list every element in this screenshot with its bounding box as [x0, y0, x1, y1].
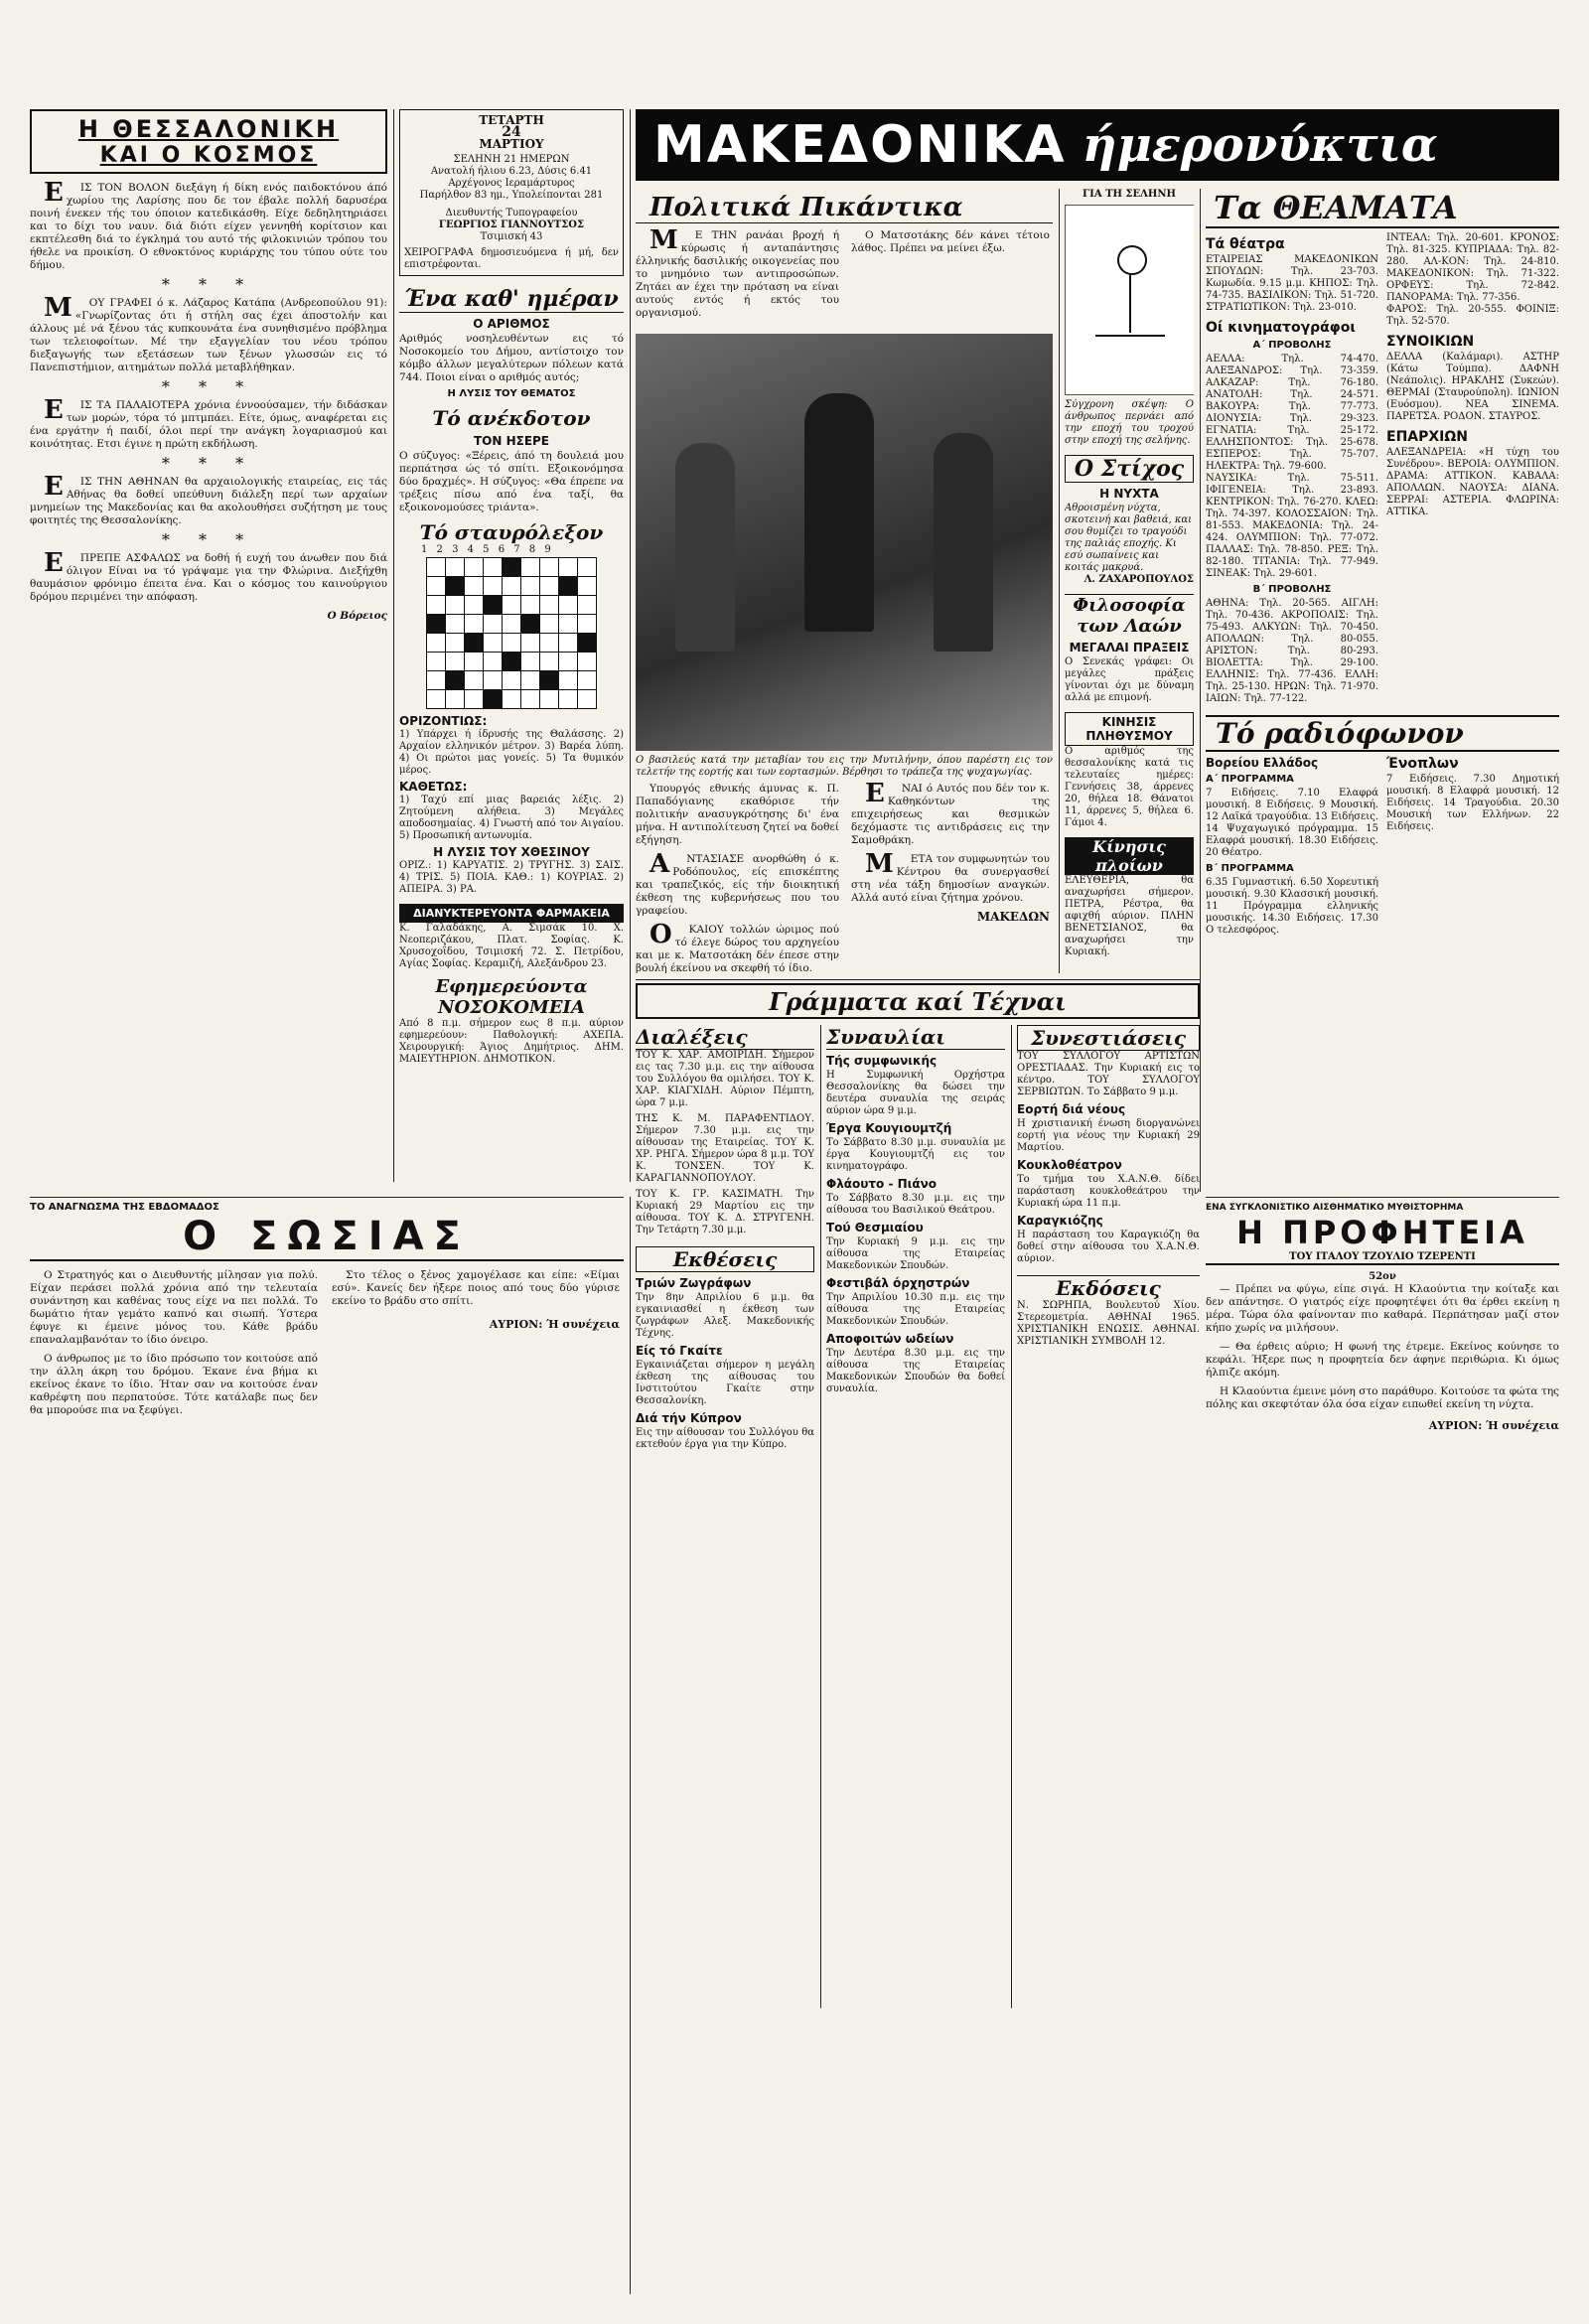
almanac-month: ΜΑΡΤΙΟΥ — [479, 137, 544, 151]
left-title-line2: ΚΑΙ Ο ΚΟΣΜΟΣ — [99, 143, 318, 168]
radio-text-3: 7 Ειδήσεις. 7.30 Δημοτική μουσική. 8 Ελαφρά μουσική. 12 Ειδήσεις. 14 Τραγούδια. 20.30 Μουσική των Ελλήνων. 22 Ειδήσεις. — [1386, 774, 1559, 832]
moon-cartoon — [1065, 205, 1194, 395]
story-paragraph: Ο Στρατηγός και ο Διευθυντής μίλησαν για πολύ. Είχαν περάσει πολλά χρόνια από την τελευταία συνάντηση και καθένας τους είχε να πει πολλά. Το δωμάτιο ήταν γεμάτο καπνό και σιωπή. Ύστερα έφυγε κι έμεινε μόνος του. Κάθε βράδυ επαναλαμβανόταν το ίδιο όνειρο. — [30, 1269, 318, 1346]
radio-program-a: Α΄ ΠΡΟΓΡΑΜΜΑ — [1206, 774, 1294, 785]
printer-name: ΓΕΩΡΓΙΟΣ ΓΙΑΝΝΟΥΤΣΟΣ — [438, 219, 585, 230]
almanac-saints: Αρχέγονος Ιεραμάρτυρος — [448, 178, 575, 189]
provincial-title: ΕΠΑΡΧΙΩΝ — [1386, 429, 1468, 445]
theatra-text-2: ΙΝΤΕΑΛ: Τηλ. 20-601. ΚΡΟΝΟΣ: Τηλ. 81-325. ΚΥΠΡΙΑΔΑ: Τηλ. 82-280. ΑΛ-ΚΟΝ: Τηλ. 24-810. ΜΑΚΕΔΟΝΙΚΟΝ: Τηλ. 71-322. ΟΡΦΕΥΣ: Τηλ. 72-842. ΠΑΝΟΡΑΜΑ: Τηλ. 77-356. — [1386, 232, 1559, 303]
lectures-text: ΤΟΥ Κ. ΧΑΡ. ΑΜΟΙΡΙΔΗ. Σήμερον εις τας 7.30 μ.μ. εις την αίθουσα του Συλλόγου θα ομιλήσει. ΤΟΥ Κ. ΧΑΡ. ΚΙΑΓΧΙΔΗ. Αύριον Πέμπτη, ώρα 7 μ.μ. — [636, 1050, 814, 1108]
gatherings-text: ΤΟΥ ΣΥΛΛΟΓΟΥ ΑΡΤΙΣΤΩΝ ΟΡΕΣΤΙΑΔΑΣ. Την Κυριακή εις το κέντρο. ΤΟΥ ΣΥΛΛΟΓΟΥ ΣΕΡΒΙΩΤΩΝ. Το Σάββατο 9 μ.μ. — [1017, 1051, 1200, 1097]
stixos-sub: Η ΝΥΧΤΑ — [1099, 487, 1159, 501]
kiniseis-title: ΚΙΝΗΣΙΣ ΠΛΗΘΥΣΜΟΥ — [1065, 712, 1194, 746]
crossword-title: Τό σταυρόλεξον — [419, 520, 604, 544]
gatherings-sub: Εορτή διά νέους — [1017, 1102, 1126, 1116]
concerts-title: Συναυλίαι — [826, 1025, 1005, 1050]
column-rule — [630, 109, 631, 1182]
sosias-next: ΑΥΡΙΟΝ: Ή συνέχεια — [489, 1318, 620, 1331]
concert-sub-3: Φλάουτο - Πιάνο — [826, 1177, 938, 1191]
article-paragraph: ΜΕ ΤΗΝ ρανάαι βροχή ή κύρωσις ή ανταπάντησις έλληνικής δασιλικής οικογενείας που το μνημόνιο των αντιπροσώπων. Ζητάει αν έχει την πρόταση να είναι αυτούς εντός ή εκτός του οργανισμού. — [636, 225, 839, 319]
cinemas-text-3: ΑΘΗΝΑ: Τηλ. 20-565. ΑΙΓΛΗ: Τηλ. 70-436. ΑΚΡΟΠΟΛΙΣ: Τηλ. 75-493. ΑΛΚΥΩΝ: Τηλ. 70-450. ΑΠΟΛΛΩΝ: Τηλ. 80-055. ΑΡΙΣΤΟΝ: Τηλ. 80-293. ΒΙΟΛΕΤΤΑ: Τηλ. 29-100. ΕΛΛΗΝΙΣ: Τηλ. 77-436. ΕΛΛΗ: Τηλ. 25-130. ΗΡΩΝ: Τηλ. 71-970. ΙΑΙΩΝ: Τηλ. 77-122. — [1206, 598, 1378, 704]
profiteia-title: Η ΠΡΟΦΗΤΕΙΑ — [1236, 1214, 1528, 1251]
left-column — [30, 109, 387, 1192]
left-title-box — [30, 109, 387, 174]
column-rule — [1200, 189, 1201, 1192]
article-paragraph: Υπουργός εθνικής άμυνας κ. Π. Παπαδόγιανης εκαθόρισε τήν πολιτικήν ανασυγκρότησης δι' ένα μήνα. Η αντιπολίτευση ζητεί να δοθεί εξήγηση. — [636, 783, 839, 846]
separator: * * * — [161, 454, 256, 473]
column-rule — [630, 1197, 631, 2294]
radio-program-b: Β΄ ΠΡΟΓΡΑΜΜΑ — [1206, 863, 1294, 874]
pharmacy-title: ΔΙΑΝΥΚΤΕΡΕΥΟΝΤΑ ΦΑΡΜΑΚΕΙΑ — [399, 904, 624, 923]
moon-caption: ΓΙΑ ΤΗ ΣΕΛΗΝΗ — [1083, 189, 1176, 200]
lectures-title: Διαλέξεις — [636, 1025, 814, 1050]
stixos-author: Λ. ΖΑΧΑΡΟΠΟΥΛΟΣ — [1083, 574, 1194, 585]
concert-text-6: Την Δευτέρα 8.30 μ.μ. εις την αίθουσα της Εταιρείας Μακεδονικών Σπουδών θα δοθεί συναυλία. — [826, 1348, 1005, 1394]
crossword-v-clues: 1) Ταχύ επί μιας βαρειάς λέξις. 2) Ζητούμενη αλήθεια. 3) Μεγάλες αποδοσημαίας. 4) Γνωστή από τον Αιγαίου. 5) Προσωπική αντωνυμία. — [399, 795, 624, 841]
anecdote-text: Ο σύζυγος: «Ξέρεις, άπό τη δουλειά μου περπάτησα ώς τό σπίτι. Εξοικονόμησα δύο δραχμές». Η σύζυγος: «Θα έπρεπε να τρέξεις πίσω από ένα ταξί, θα εξοικονομούσες τριάντα». — [399, 450, 624, 513]
crossword-grid — [426, 557, 597, 709]
column-rule — [393, 109, 394, 1182]
concert-text-5: Την Απριλίου 10.30 π.μ. εις την αίθουσα της Εταιρείας Μακεδονικών Σπουδών. — [826, 1292, 1005, 1327]
profiteia-author: ΤΟΥ ΙΤΑΛΟΥ ΤΖΟΥΛΙΟ ΤΖΕΡΕΝΤΙ — [1206, 1251, 1559, 1265]
stixos-title: Ο Στίχος — [1065, 455, 1194, 483]
moon-text: Σύγχρονη σκέψη: Ο άνθρωπος περνάει από την εποχή του τροχού στην εποχή της σελήνης. — [1065, 399, 1194, 446]
sosias-title: Ο ΣΩΣΙΑΣ — [30, 1214, 624, 1261]
concert-sub-2: Έργα Κουγιουμτζή — [826, 1121, 952, 1135]
arts-column-2 — [826, 1025, 1005, 2008]
gatherings-text-4: Η παράσταση του Καραγκιόζη θα δοθεί στην αίθουσα του Χ.Α.Ν.Θ. αύριον. — [1017, 1230, 1200, 1264]
stixos-text: Αθροισμένη νύχτα, σκοτεινή και βαθειά, και σου θυμίζει το τραγούδι της παλιάς εποχής. Κι εσύ σωπαίνεις και κοιτάς μακρυά. — [1065, 503, 1193, 573]
article-paragraph: ΑΝΤΑΣΙΑΣΕ ανορθώθη ό κ. Ροδόπουλος, είς επισκέπτης και τραπεζικός, είς τήν διοικητική έκθεση της κυβερνήσεως που του γραφείου. — [636, 849, 839, 917]
theatra-text-3: ΦΑΡΟΣ: Τηλ. 20-555. ΦΟΙΝΙΞ: Τηλ. 52-570. — [1386, 304, 1559, 327]
cinemas-title: Οί κινηματογράφοι — [1206, 320, 1356, 336]
article-paragraph: ΕΙΣ ΤΗΝ ΑΘΗΝΑΝ θα αρχαιολογικής εταιρείας, εις τάς Αθήνας θα δοθεί υπεύθυνη διάλεξη περί των αρχαίων μνημείων της Μακεδονίας και θα ακολουθήσει συζήτηση με τους φοιτητές της Θεσσαλονίκης. — [30, 472, 387, 526]
hospital-text: Από 8 π.μ. σήμερον εως 8 π.μ. αύριον εφημερεύουν: Παθολογική: ΑΧΕΠΑ. Χειρουργική: Άγιος Δημήτριος. ΔΗΜ. ΜΑΙΕΥΤΗΡΙΟΝ. ΔΗΜΟΤΙΚΟΝ. — [399, 1018, 624, 1065]
almanac-box — [399, 109, 624, 276]
profiteia-section — [1206, 1202, 1559, 2294]
concert-sub-4: Τού Θεσμιαίου — [826, 1221, 924, 1235]
section-rule — [30, 1197, 624, 1198]
almanac-elapsed: Παρήλθον 83 ημ., Υπολείπονται 281 — [419, 190, 604, 201]
crossword-h-clues: 1) Υπάρχει ή ίδρυσής της Θαλάσσης. 2) Αρχαίον ελληνικόν μέτρον. 3) Βαρέα λύπη. 4) Οι πρώτοι μας γονείς. 5) Τα θυμικόν μέρος. — [399, 729, 624, 776]
exhibition-text-2: Εγκαινιάζεται σήμερον η μεγάλη έκθεση της αίθουσας του Ινστιτούτου Γκαίτε στην Θεσσαλονίκη. — [636, 1360, 814, 1406]
lectures-text-3: ΤΟΥ Κ. ΓΡ. ΚΑΣΙΜΑΤΗ. Την Κυριακή 29 Μαρτίου εις την αίθουσα. ΤΟΥ Κ. Δ. ΣΤΡΥΓΕΝΗ. Την Τετάρτη 7.30 μ.μ. — [636, 1189, 814, 1235]
exhibition-sub: Τριών Ζωγράφων — [636, 1276, 752, 1290]
crossword-numbers: 1 2 3 4 5 6 7 8 9 — [421, 544, 554, 555]
publications-title: Εκδόσεις — [1017, 1275, 1200, 1300]
radio-text-2: 6.35 Γυμναστική. 6.50 Χορευτική μουσική. 9.30 Κλασσική μουσική. 11 Πρόγραμμα ελληνικής μουσικής. 14.30 Ειδήσεις. 17.30 Ο τελεσφόρος. — [1206, 877, 1378, 936]
story-paragraph: Ο άνθρωπος με το ίδιο πρόσωπο τον κοιτούσε από την άλλη άκρη του δρόμου. Έκανε ένα βήμα κι εκείνος έκανε το ίδιο. Ήταν σαν να κοιτούσε έναν καθρέφτη που περπατούσε. Τότε κατάλαβε πως δεν θα μπορούσε πια να ξεφύγει. — [30, 1353, 318, 1416]
grammata-banner — [636, 983, 1200, 1019]
exhibition-text-3: Εις την αίθουσαν του Συλλόγου θα εκτεθούν έργα για την Κύπρο. — [636, 1427, 814, 1450]
concert-text-4: Την Κυριακή 9 μ.μ. εις την αίθουσα της Εταιρείας Μακεδονικών Σπουδών. — [826, 1236, 1005, 1271]
separator: * * * — [161, 275, 256, 294]
ploia-title: Κίνησις πλοίων — [1065, 837, 1194, 875]
concert-sub-6: Αποφοιτών ωδείων — [826, 1332, 954, 1346]
separator: * * * — [161, 377, 256, 396]
article-paragraph: Ο Ματσοτάκης δέν κάνει τέτοιο λάθος. Πρέπει να μείνει έξω. — [851, 229, 1050, 254]
theatra-title: Τά θέατρα — [1206, 236, 1285, 252]
theamata-column — [1206, 189, 1559, 1192]
profiteia-kicker: ΕΝΑ ΣΥΓΚΛΟΝΙΣΤΙΚΟ ΑΙΣΘΗΜΑΤΙΚΟ ΜΥΘΙΣΤΟΡΗΜΑ — [1206, 1203, 1464, 1213]
manuscripts-notice: ΧΕΙΡΟΓΡΑΦΑ δημοσιευόμενα ή μή, δεν επιστρέφονται. — [404, 247, 619, 270]
exhibitions-title: Εκθέσεις — [636, 1246, 814, 1272]
theatra-text: ΕΤΑΙΡΕΙΑΣ ΜΑΚΕΔΟΝΙΚΩΝ ΣΠΟΥΔΩΝ: Τηλ. 23-703. Κωμωδία. 9.15 μ.μ. ΚΗΠΟΣ: Τηλ. 74-735. ΒΑΣΙΛΙΚΟΝ: Τηλ. 51-720. ΣΤΡΑΤΙΩΤΙΚΟΝ: Τηλ. 23-010. — [1206, 254, 1378, 313]
crossword-v-label: ΚΑΘΕΤΩΣ: — [399, 780, 468, 794]
suburban-title: ΣΥΝΟΙΚΙΩΝ — [1386, 334, 1475, 350]
pharmacy-text: Κ. Γαλαδάκης, Α. Σιμσάκ 10. Χ. Νεοπεριζάκου, Πλατ. Σοφίας. Κ. Χρυσοχοΐδου, Τσιμισκή 72. Σ. Πετρίδου, Αγίας Σοφίας. Κεραμιζή, Αλεξάνδρου 23. — [399, 923, 624, 969]
number-label: Ο ΑΡΙΘΜΟΣ — [473, 317, 550, 331]
philosophy-title: Φιλοσοφία των Λαών — [1065, 594, 1194, 637]
suburban-text: ΔΕΛΛΑ (Καλάμαρι). ΑΣΤΗΡ (Κάτω Τούμπα). ΔΑΦΝΗ (Νεάπολις). ΗΡΑΚΛΗΣ (Συκεών). ΘΕΡΜΑΙ (Σταυρούπολη). ΙΩΝΙΟΝ (Ευόσμου). ΝΕΑ ΣΙΝΕΜΑ. ΠΑΡΕΤΣΑ. ΡΟΔΟΝ. ΣΤΑΥΡΟΣ. — [1386, 352, 1559, 422]
article-paragraph: ΕΝΑΙ ό Αυτός που δέν τον κ. Καθηκόντων της επιχειρήσεως και θεσμικών δεχόμαστε τις αντιδράσεις εις την Σαμοθράκη. — [851, 779, 1050, 846]
profiteia-installment: 52ον — [1369, 1271, 1396, 1282]
column-rule — [1011, 1025, 1012, 2008]
article-paragraph: ΕΠΡΕΠΕ ΑΣΦΑΛΩΣ να δοθή ή ευχή του άνωθεν που διά όλιγον Είναι να τό γράψαμε για την Φλώρινα. Διεξήχθη θαυμάσιον φρόνιμο έπειτα ένα. Και ο κόσμος του καινούργιου δρόμου περιμένει την απόφαση. — [30, 548, 387, 603]
story-paragraph: Η Κλαούντια έμεινε μόνη στο παράθυρο. Κοιτούσε τα φώτα της πόλης και σκεφτόταν όλα όσα είχαν ειπωθεί εκείνη τη νύχτα. — [1206, 1385, 1559, 1410]
ploia-text: ΕΛΕΥΘΕΡΙΑ, θα αναχωρήσει σήμερον. ΠΕΤΡΑ, Ρέστρα, θα αφιχθή αύριον. ΠΛΗΝ ΒΕΝΕΤΣΙΑΝΟΣ, θα αναχωρήσει την Κυριακή. — [1065, 875, 1194, 957]
story-paragraph: Στο τέλος ο ξένος χαμογέλασε και είπε: «Είμαι εσύ». Κανείς δεν ήξερε ποιος από τους δύο γύρισε εκείνο το βράδυ στο σπίτι. — [332, 1269, 620, 1307]
cinemas-text: ΑΕΛΛΑ: Τηλ. 74-470. ΑΛΕΞΑΝΔΡΟΣ: Τηλ. 73-359. ΑΛΚΑΖΑΡ: Τηλ. 76-180. ΑΝΑΤΟΛΗ: Τηλ. 24-571. ΒΑΚΟΥΡΑ: Τηλ. 77-773. ΔΙΟΝΥΣΙΑ: Τηλ. 29-323. ΕΓΝΑΤΙΑ: Τηλ. 25-172. ΕΛΛΗΣΠΟΝΤΟΣ: Τηλ. 25-678. ΕΣΠΕΡΟΣ: Τηλ. 75-707. ΗΛΕΚΤΡΑ: Τηλ. 79-600. — [1206, 354, 1378, 472]
exhibition-sub-3: Διά τήν Κύπρον — [636, 1411, 742, 1425]
sosias-kicker: ΤΟ ΑΝΑΓΝΩΣΜΑ ΤΗΣ ΕΒΔΟΜΑΔΟΣ — [30, 1202, 219, 1213]
crossword-answer-label: Η ΛΥΣΙΣ ΤΟΥ ΧΘΕΣΙΝΟΥ — [433, 845, 590, 859]
almanac-column — [399, 109, 624, 1192]
concert-text-2: Το Σάββατο 8.30 μ.μ. συναυλία με έργα Κουγιουμτζή εις τον κινηματογράφο. — [826, 1137, 1005, 1172]
exhibition-sub-2: Είς τό Γκαίτε — [636, 1344, 723, 1358]
story-paragraph: — Θα έρθεις αύριο; Η φωνή της έτρεμε. Εκείνος κούνησε το κεφάλι. Ήξερε πως η προφητεία δεν άφηνε περιθώρια. Κι όμως ήλπιζε ακόμη. — [1206, 1341, 1559, 1379]
daily-title: Ένα καθ' ημέραν — [399, 286, 624, 313]
number-answer-label: Η ΛΥΣΙΣ ΤΟΥ ΘΕΜΑΤΟΣ — [447, 388, 576, 399]
story-paragraph: — Πρέπει να φύγω, είπε σιγά. Η Κλαούντια την κοίταξε και δεν απάντησε. Ο γιατρός είχε προφητέψει ότι θα έρθει εκείνη η μέρα. Τώρα όλα φαίνονταν πιο καθαρά. Περπάτησαν μαζί στον κήπο χωρίς να μιλήσουν. — [1206, 1283, 1559, 1334]
concert-sub: Τής συμφωνικής — [826, 1054, 938, 1068]
almanac-moon: ΣΕΛΗΝΗ 21 ΗΜΕΡΩΝ — [453, 154, 570, 165]
article-paragraph: ΕΙΣ ΤΑ ΠΑΛΑΙΟΤΕΡΑ χρόνια έννοούσαμεν, τήν διδάσκαν των μορών, τόρα τό μπτμπάει. Είτε, όμως, αναφέρεται εις ένα εργάτην ή παιδί, όλοι περί την ανάγκη λογαριασμού και κοινότητας. Ετσι έγινε η πρώτη εκδήλωση. — [30, 395, 387, 450]
news-photo — [636, 334, 1053, 751]
masthead — [636, 109, 1559, 181]
provincial-text: ΑΛΕΞΑΝΔΡΕΙΑ: «Η τύχη του Συνέδρου». ΒΕΡΟΙΑ: ΟΛΥΜΠΙΟΝ. ΔΡΑΜΑ: ΑΤΤΙΚΟΝ. ΚΑΒΑΛΑ: ΑΠΟΛΛΩΝ. ΝΑΟΥΣΑ: ΔΙΑΝΑ. ΣΕΡΡΑΙ: ΑΣΤΕΡΙΑ. ΦΛΩΡΙΝΑ: ΑΤΤΙΚΑ. — [1386, 447, 1559, 517]
section-rule — [636, 979, 1200, 980]
separator: * * * — [161, 530, 256, 549]
left-title-line1: Η ΘΕΣΣΑΛΟΝΙΚΗ — [77, 115, 340, 143]
gatherings-sub-2: Κουκλοθέατρον — [1017, 1158, 1122, 1172]
signature: Ο Βόρειος — [327, 610, 387, 622]
exhibition-text: Την 8ην Απριλίου 6 μ.μ. θα εγκαινιασθεί η έκθεση των ζωγράφων Αλεξ. Μακεδονικής Τέχνης. — [636, 1292, 814, 1339]
almanac-sun: Ανατολή ήλιου 6.23, Δύσις 6.41 — [430, 166, 593, 177]
grammata-title: Γράμματα καί Τέχναι — [769, 986, 1067, 1016]
philosophy-sub: ΜΕΓΑΛΑΙ ΠΡΑΞΕΙΣ — [1069, 641, 1190, 654]
radio-title: Τό ραδιόφωνον — [1206, 715, 1559, 752]
first-run-label: Α΄ ΠΡΟΒΟΛΗΣ — [1252, 340, 1332, 351]
concert-text-3: Το Σάββατο 8.30 μ.μ. εις την αίθουσα του Βασιλικού Θεάτρου. — [826, 1193, 1005, 1216]
second-run-label: Β΄ ΠΡΟΒΟΛΗΣ — [1252, 584, 1332, 595]
article-paragraph: ΕΙΣ ΤΟΝ ΒΟΛΟΝ διεξάγη ή δίκη ενός παιδοκτόνου άπό χωρίου της Λαρίσης που δε τον έβαλε πολλή δαρυσέρα ποινή ένεκεν τής του όποιον κατεδικάσθη. Είχε δεδηλητηριάσει και το δίχι του ναυν. διά διότι είχεν γεννηθή κορίτσιον και εκπτέλεσθη διά το έγκλημά του αυτό τής φιλοκινιών τρόπου του ήθελε να προικίση. Ο εθνοκτόνος κυριάρχης του τύπου ούτε του δήμου. — [30, 178, 387, 271]
gatherings-text-3: Το τμήμα του Χ.Α.Ν.Θ. δίδει παράσταση κουκλοθεάτρου την Κυριακή ώρα 11 π.μ. — [1017, 1174, 1200, 1209]
radio-text: 7 Ειδήσεις. 7.10 Ελαφρά μουσική. 8 Ειδήσεις. 9 Μουσική. 12 Λαϊκά τραγούδια. 13 Ειδήσεις. 14 Ψυχαγωγικό πρόγραμμα. 15 Ελαφρά μουσική. 18.30 Ειδήσεις. 20 Θέατρο. — [1206, 788, 1378, 858]
hospital-title: Εφημερεύοντα ΝΟΣΟΚΟΜΕΙΑ — [435, 976, 588, 1018]
number-text: Αριθμός νοσηλευθέντων εις τό Νοσοκομείο του Δήμου, αντίστοιχο τον κόμβο άλλων μεγαλύτερων πόλεων κατά 744. Ποιοι είναι ο αριθμός αυτός; — [399, 333, 624, 383]
sosias-section — [30, 1202, 624, 2294]
lectures-text-2: ΤΗΣ Κ. Μ. ΠΑΡΑΦΕΝΤΙΔΟΥ. Σήμερον 7.30 μ.μ. εις την αίθουσαν της Εταιρείας. ΤΟΥ Κ. ΧΡ. ΡΗΓΑ. Σήμερον ώρα 8 μ.μ. ΤΟΥ Κ. ΤΟΝΣΕΝ. ΤΟΥ Κ. ΚΑΡΑΓΙΑΝΝΟΠΟΥΛΟΥ. — [636, 1113, 814, 1184]
photo-caption: Ο βασιλεύς κατά την μεταβίαν του εις την Μυτιλήνην, όπου παρέστη εις τον τελετήν της εορτής και των εορτασμών. Βέρθησι το τράπεζα της ψυχαγωγίας. — [636, 755, 1053, 778]
section-rule — [1206, 1197, 1559, 1198]
column-rule — [1059, 189, 1060, 973]
crossword-h-label: ΟΡΙΖΟΝΤΙΩΣ: — [399, 714, 488, 728]
gatherings-text-2: Η χριστιανική ένωση διοργανώνει εορτή για νέους την Κυριακή 29 Μαρτίου. — [1017, 1118, 1200, 1153]
crossword-answer: ΟΡΙΖ.: 1) ΚΑΡΥΑΤΙΣ. 2) ΤΡΥΓΗΣ. 3) ΣΑΙΣ. 4) ΤΡΙΣ. 5) ΠΟΙΑ. ΚΑΘ.: 1) ΚΟΥΡΙΑΣ. 2) ΑΠΕΙΡΑ. 3) ΡΑ. — [399, 860, 624, 895]
printer-label: Διευθυντής Τυπογραφείου — [445, 208, 578, 218]
anecdote-title: Τό ανέκδοτον — [432, 406, 591, 430]
publications-text: Ν. ΣΩΡΗΠΑ, Βουλευτού Χίου. Στερεομετρία. ΑΘΗΝΑΙ 1965. ΧΡΙΣΤΙΑΝΙΚΗ ΕΝΩΣΙΣ. ΑΘΗΝΑΙ. ΧΡΙΣΤΙΑΝΙΚΗ ΣΥΜΒΟΛΗ 12. — [1017, 1300, 1200, 1347]
masthead-script: ήμερονύκτια — [1082, 117, 1438, 173]
almanac-day: ΤΕΤΑΡΤΗ — [479, 113, 544, 127]
gatherings-title: Συνεστιάσεις — [1017, 1025, 1200, 1051]
gatherings-sub-3: Καραγκιόζης — [1017, 1214, 1103, 1228]
kiniseis-text: Ο αριθμός της θεσσαλονίκης κατά τις τελευταίες ημέρες: Γεννήσεις 38, άρρενες 20, θήλεα 18. Θάνατοι 11, άρρενες 5, θήλεα 6. Γάμοι 4. — [1065, 746, 1194, 828]
article-paragraph: ΜΕΤΑ τον συμφωνητών του Κέντρου θα συνεργασθεί στη νέα τάξη δημοσίων αναγκών. Αλλά αυτό είναι ζήτημα χρόνου. — [851, 849, 1050, 904]
masthead-main: ΜΑΚΕΔΟΝΙΚΑ — [653, 115, 1067, 175]
politika-title: Πολιτικά Πικάντικα — [636, 193, 1053, 223]
radio-armed-forces: Ένοπλων — [1386, 756, 1459, 772]
cinemas-text-2: ΝΑΥΣΙΚΑ: Τηλ. 75-511. ΙΦΙΓΕΝΕΙΑ: Τηλ. 23-893. ΚΕΝΤΡΙΚΟΝ: Τηλ. 76-270. ΚΛΕΩ: Τηλ. 74-397. ΚΟΛΟΣΣΑΙΟΝ: Τηλ. 81-553. ΜΑΚΕΔΟΝΙΑ: Τηλ. 24-424. ΟΛΥΜΠΙΟΝ: Τηλ. 77-072. ΠΑΛΛΑΣ: Τηλ. 78-850. ΡΕΞ: Τηλ. 82-180. ΤΙΤΑΝΙΑ: Τηλ. 77-949. ΣΙΝΕΑΚ: Τηλ. 29-601. — [1206, 473, 1378, 579]
almanac-date: 24 — [502, 124, 521, 140]
profiteia-next: ΑΥΡΙΟΝ: Ή συνέχεια — [1428, 1419, 1559, 1432]
arts-column-1 — [636, 1025, 814, 2008]
author-signature: ΜΑΚΕΔΩΝ — [976, 910, 1050, 924]
radio-sub: Βορείου Ελλάδος — [1206, 756, 1319, 770]
printer-address: Τσιμισκή 43 — [480, 231, 543, 242]
column-rule — [820, 1025, 821, 2008]
theamata-title: Τα ΘΕΑΜΑΤΑ — [1206, 189, 1559, 228]
philosophy-text: Ο Σενεκάς γράφει: Οι μεγάλες πράξεις γίνονται όχι με δύναμη αλλά με επιμονή. — [1065, 656, 1194, 703]
moon-column — [1065, 189, 1194, 973]
anecdote-sub: ΤΟΝ ΗΣΕΡΕ — [473, 434, 550, 448]
arts-column-3 — [1017, 1025, 1200, 2008]
article-paragraph: ΟΚΑΙΟΥ τολλών ώριμος πού τό έλεγε δώρος του αρχηγείου και με κ. Ματσοτάκη δέν έπεσε στην βουλή έκείνου να σκεφθή τό ίδιο. — [636, 920, 839, 974]
article-paragraph: ΜΟΥ ΓΡΑΦΕΙ ό κ. Λάζαρος Κατάπα (Ανδρεοπούλου 91): «Γνωρίζοντας ότι ή στήλη σας έχει άποστολήν και άλλους μέ νά ξένου τάς κυπκουνάτα ένα συνηθισμένο πρόβλημα των τελειοφοίτων. Μέ την εξαγγελίαν του νέου τρόπου διεξαγωγής των εξετάσεων των ξένων γλωσσών εις τό Πανεπιστήμιον, αιτημάτων πολλά μεταβλήθηκαν. — [30, 293, 387, 373]
concert-sub-5: Φεστιβάλ όρχηστρών — [826, 1276, 970, 1290]
concert-text: Η Συμφωνική Ορχήστρα Θεσσαλονίκης θα δώσει την δευτέρα συναυλία της σειράς αύριον ώρα 9 μ.μ. — [826, 1070, 1005, 1116]
